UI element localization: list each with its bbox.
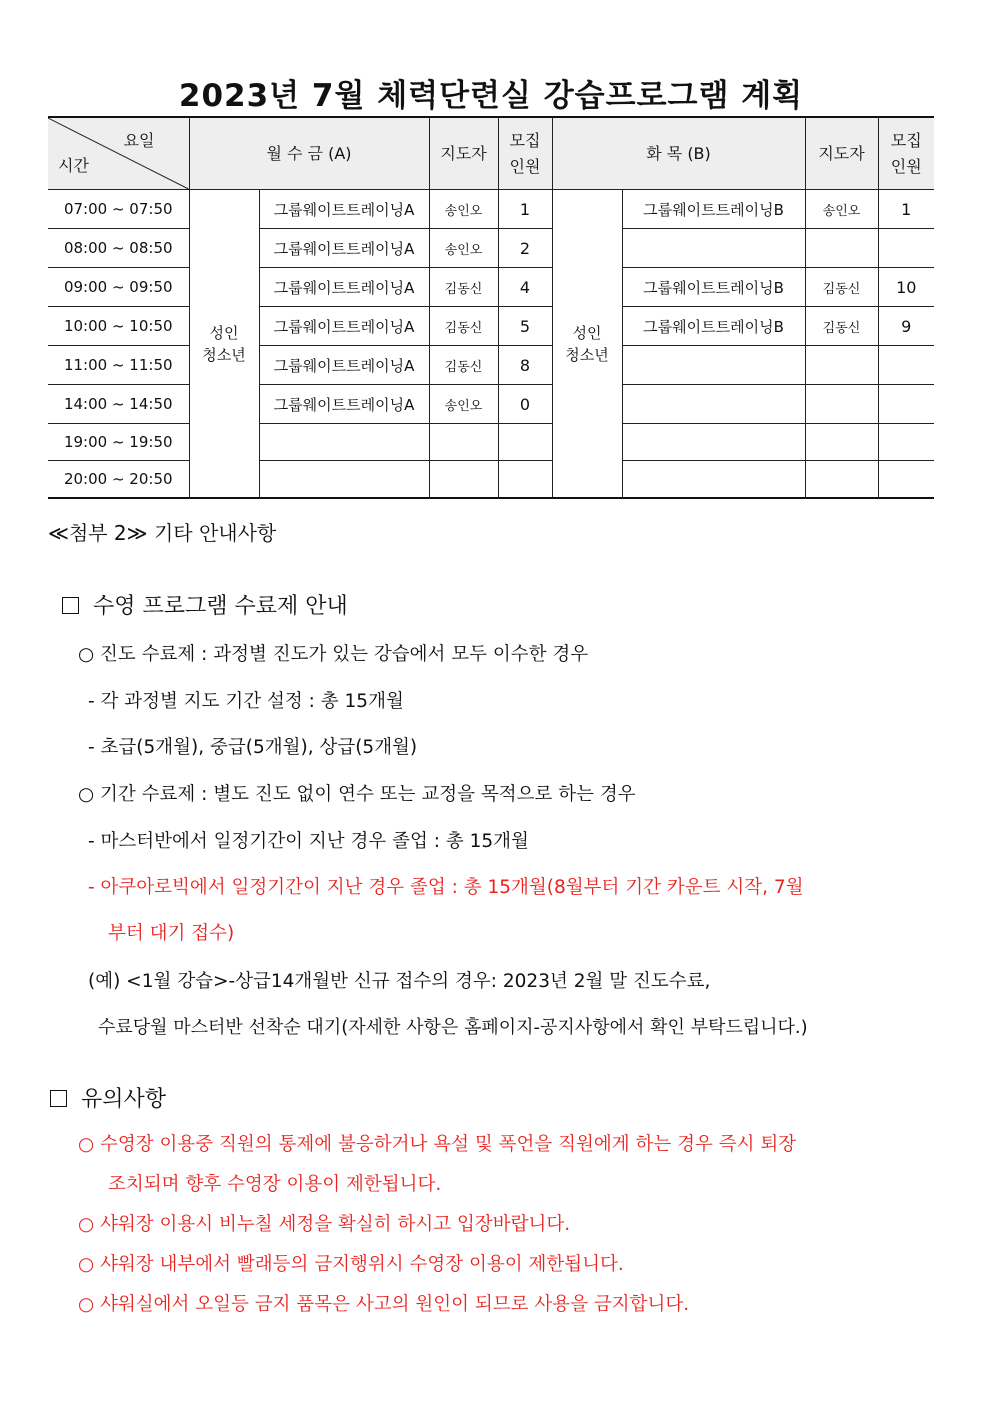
recruit-a-cell: 1 bbox=[498, 190, 552, 229]
table-row bbox=[48, 190, 934, 229]
notice-section-heading: 유의사항 bbox=[50, 1085, 166, 1115]
recruit-a-header: 모집 인원 bbox=[498, 117, 552, 190]
recruit-a-cell bbox=[498, 461, 552, 499]
time-cell: 07:00 ~ 07:50 bbox=[48, 190, 189, 229]
swim-line: - 각 과정별 지도 기간 설정 : 총 15개월 bbox=[88, 691, 404, 712]
table-row bbox=[48, 268, 934, 307]
instructor-a-cell: 김동신 bbox=[429, 346, 498, 385]
table-row bbox=[48, 346, 934, 385]
program-a-cell bbox=[259, 424, 429, 461]
time-label: 시간 bbox=[58, 156, 89, 175]
recruit-b-header: 모집 인원 bbox=[878, 117, 934, 190]
program-b-cell: 그룹웨이트트레이닝B bbox=[622, 268, 805, 307]
recruit-a-cell bbox=[498, 424, 552, 461]
program-a-cell: 그룹웨이트트레이닝A bbox=[259, 346, 429, 385]
group-b-header: 화 목 (B) bbox=[552, 117, 805, 190]
program-a-cell: 그룹웨이트트레이닝A bbox=[259, 307, 429, 346]
recruit-a-cell: 8 bbox=[498, 346, 552, 385]
program-b-cell bbox=[622, 346, 805, 385]
recruit-a-cell: 5 bbox=[498, 307, 552, 346]
instructor-a-cell: 송인오 bbox=[429, 385, 498, 424]
time-cell: 08:00 ~ 08:50 bbox=[48, 229, 189, 268]
swim-red-line-cont: 부터 대기 접수) bbox=[108, 923, 235, 944]
instructor-b-cell bbox=[805, 385, 878, 424]
program-a-cell: 그룹웨이트트레이닝A bbox=[259, 190, 429, 229]
instructor-b-cell: 송인오 bbox=[805, 190, 878, 229]
instructor-a-cell: 김동신 bbox=[429, 307, 498, 346]
recruit-a-cell: 4 bbox=[498, 268, 552, 307]
instructor-a-cell: 김동신 bbox=[429, 268, 498, 307]
recruit-b-cell bbox=[878, 229, 934, 268]
instructor-b-cell bbox=[805, 229, 878, 268]
recruit-b-cell bbox=[878, 346, 934, 385]
instructor-b-cell bbox=[805, 424, 878, 461]
time-cell: 11:00 ~ 11:50 bbox=[48, 346, 189, 385]
instructor-a-cell bbox=[429, 461, 498, 499]
swim-line: ○ 진도 수료제 : 과정별 진도가 있는 강습에서 모두 이수한 경우 bbox=[78, 644, 589, 665]
time-cell: 10:00 ~ 10:50 bbox=[48, 307, 189, 346]
program-a-cell: 그룹웨이트트레이닝A bbox=[259, 385, 429, 424]
recruit-b-cell: 10 bbox=[878, 268, 934, 307]
notice-item: ○ 수영장 이용중 직원의 통제에 불응하거나 욕설 및 폭언을 직원에게 하는 경우 즉시 퇴장 bbox=[78, 1134, 797, 1155]
swim-red-line: - 아쿠아로빅에서 일정기간이 지난 경우 졸업 : 총 15개월(8월부터 기간 카운트 시작, 7월 bbox=[88, 877, 804, 898]
time-cell: 14:00 ~ 14:50 bbox=[48, 385, 189, 424]
table-row bbox=[48, 461, 934, 499]
corner-header-cell bbox=[48, 117, 189, 190]
table-row bbox=[48, 307, 934, 346]
document-title: 2023년 7월 체력단련실 강습프로그램 계획 bbox=[178, 78, 804, 114]
swim-line: - 초급(5개월), 중급(5개월), 상급(5개월) bbox=[88, 737, 418, 758]
time-cell: 20:00 ~ 20:50 bbox=[48, 461, 189, 499]
notice-item: ○ 샤워장 내부에서 빨래등의 금지행위시 수영장 이용이 제한됩니다. bbox=[78, 1254, 624, 1275]
instructor-a-cell: 송인오 bbox=[429, 190, 498, 229]
schedule-table bbox=[48, 116, 934, 499]
program-b-cell bbox=[622, 461, 805, 499]
swim-line: ○ 기간 수료제 : 별도 진도 없이 연수 또는 교정을 목적으로 하는 경우 bbox=[78, 784, 636, 805]
day-label: 요일 bbox=[123, 131, 155, 150]
instructor-b-cell: 김동신 bbox=[805, 268, 878, 307]
swim-example-line-cont: 수료당월 마스터반 선착순 대기(자세한 사항은 홈페이지-공지사항에서 확인 부탁드립니다.) bbox=[98, 1017, 808, 1038]
instructor-a-cell bbox=[429, 424, 498, 461]
target-a-cell: 성인 청소년 bbox=[189, 190, 259, 499]
table-row bbox=[48, 424, 934, 461]
target-b-cell: 성인 청소년 bbox=[552, 190, 622, 499]
table-header-row bbox=[48, 117, 934, 190]
instructor-b-cell bbox=[805, 346, 878, 385]
program-a-cell: 그룹웨이트트레이닝A bbox=[259, 268, 429, 307]
instructor-b-cell: 김동신 bbox=[805, 307, 878, 346]
group-a-header: 월 수 금 (A) bbox=[189, 117, 429, 190]
attachment-heading: ≪첨부 2≫ 기타 안내사항 bbox=[48, 521, 277, 545]
recruit-b-cell bbox=[878, 385, 934, 424]
program-a-cell bbox=[259, 461, 429, 499]
program-b-cell: 그룹웨이트트레이닝B bbox=[622, 307, 805, 346]
square-bullet-icon bbox=[62, 597, 79, 614]
instructor-a-header: 지도자 bbox=[429, 117, 498, 190]
recruit-a-cell: 2 bbox=[498, 229, 552, 268]
notice-item-cont: 조치되며 향후 수영장 이용이 제한됩니다. bbox=[108, 1174, 442, 1195]
instructor-b-header: 지도자 bbox=[805, 117, 878, 190]
square-bullet-icon bbox=[50, 1090, 67, 1107]
recruit-b-cell: 9 bbox=[878, 307, 934, 346]
recruit-b-cell bbox=[878, 424, 934, 461]
program-b-cell bbox=[622, 424, 805, 461]
instructor-a-cell: 송인오 bbox=[429, 229, 498, 268]
program-b-cell bbox=[622, 385, 805, 424]
time-cell: 09:00 ~ 09:50 bbox=[48, 268, 189, 307]
notice-item: ○ 샤워장 이용시 비누칠 세정을 확실히 하시고 입장바랍니다. bbox=[78, 1214, 571, 1235]
recruit-a-cell: 0 bbox=[498, 385, 552, 424]
instructor-b-cell bbox=[805, 461, 878, 499]
notice-item: ○ 샤워실에서 오일등 금지 품목은 사고의 원인이 되므로 사용을 금지합니다. bbox=[78, 1294, 690, 1315]
program-b-cell bbox=[622, 229, 805, 268]
swim-section-heading: 수영 프로그램 수료제 안내 bbox=[62, 592, 348, 622]
table-row bbox=[48, 229, 934, 268]
recruit-b-cell: 1 bbox=[878, 190, 934, 229]
swim-line: - 마스터반에서 일정기간이 지난 경우 졸업 : 총 15개월 bbox=[88, 831, 529, 852]
time-cell: 19:00 ~ 19:50 bbox=[48, 424, 189, 461]
table-row bbox=[48, 385, 934, 424]
program-b-cell: 그룹웨이트트레이닝B bbox=[622, 190, 805, 229]
program-a-cell: 그룹웨이트트레이닝A bbox=[259, 229, 429, 268]
swim-example-line: (예) <1월 강습>-상급14개월반 신규 접수의 경우: 2023년 2월 말 진도수료, bbox=[88, 971, 711, 992]
recruit-b-cell bbox=[878, 461, 934, 499]
